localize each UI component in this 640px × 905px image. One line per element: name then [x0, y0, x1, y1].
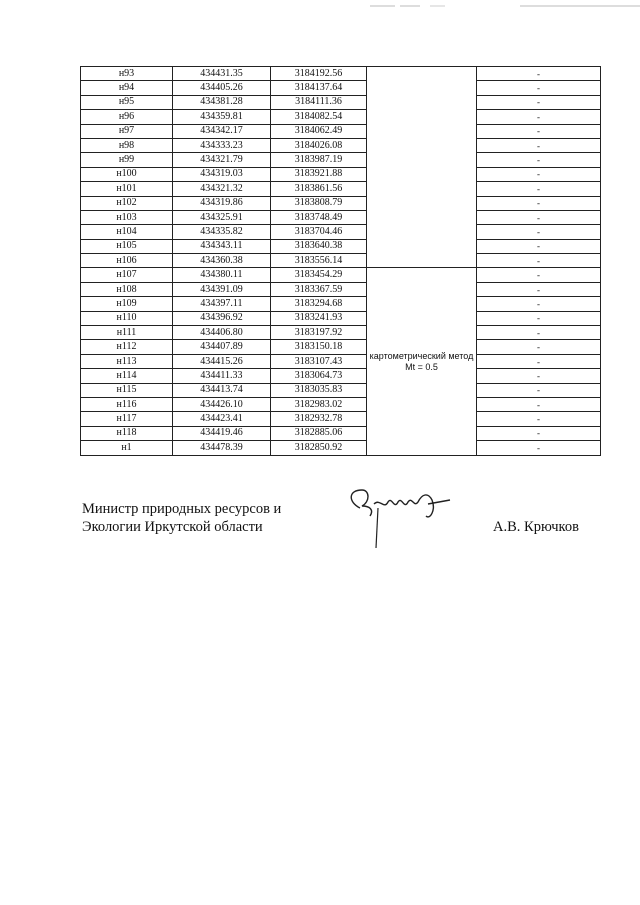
error-cell: -: [477, 124, 601, 138]
error-cell: -: [477, 196, 601, 210]
point-id-cell: н98: [81, 138, 173, 152]
error-cell: -: [477, 67, 601, 81]
x-coordinate-cell: 434335.82: [173, 225, 271, 239]
table-row: [81, 124, 601, 138]
table-row: [81, 340, 601, 354]
y-coordinate-cell: 3183197.92: [271, 326, 367, 340]
point-id-cell: н113: [81, 354, 173, 368]
error-cell: -: [477, 239, 601, 253]
y-coordinate-cell: 3182850.92: [271, 441, 367, 455]
x-coordinate-cell: 434391.09: [173, 282, 271, 296]
point-id-cell: н109: [81, 297, 173, 311]
table-row: [81, 110, 601, 124]
error-cell: -: [477, 369, 601, 383]
scan-header-artifacts: [0, 0, 640, 12]
signer-position-line-1: Министр природных ресурсов и: [82, 501, 282, 517]
x-coordinate-cell: 434478.39: [173, 441, 271, 455]
point-id-cell: н95: [81, 95, 173, 109]
table-row: [81, 254, 601, 268]
y-coordinate-cell: 3183035.83: [271, 383, 367, 397]
y-coordinate-cell: 3183861.56: [271, 182, 367, 196]
y-coordinate-cell: 3183987.19: [271, 153, 367, 167]
point-id-cell: н104: [81, 225, 173, 239]
x-coordinate-cell: 434415.26: [173, 354, 271, 368]
error-cell: -: [477, 167, 601, 181]
table-row: [81, 95, 601, 109]
point-id-cell: н1: [81, 441, 173, 455]
point-id-cell: н111: [81, 326, 173, 340]
x-coordinate-cell: 434319.03: [173, 167, 271, 181]
table-row: [81, 210, 601, 224]
table-row: [81, 326, 601, 340]
x-coordinate-cell: 434360.38: [173, 254, 271, 268]
y-coordinate-cell: 3183556.14: [271, 254, 367, 268]
error-cell: -: [477, 340, 601, 354]
y-coordinate-cell: 3183640.38: [271, 239, 367, 253]
point-id-cell: н117: [81, 412, 173, 426]
error-cell: -: [477, 441, 601, 455]
coordinates-table-body: [81, 67, 601, 456]
y-coordinate-cell: 3184026.08: [271, 138, 367, 152]
table-row: [81, 67, 601, 81]
y-coordinate-cell: 3183808.79: [271, 196, 367, 210]
table-row: [81, 426, 601, 440]
signer-position: [82, 500, 281, 536]
point-id-cell: н96: [81, 110, 173, 124]
error-cell: -: [477, 138, 601, 152]
table-row: [81, 153, 601, 167]
method-cell: картометрический метод Mt = 0.5: [367, 268, 477, 455]
table-row: [81, 239, 601, 253]
error-cell: -: [477, 397, 601, 411]
table-row: [81, 196, 601, 210]
y-coordinate-cell: 3184111.36: [271, 95, 367, 109]
error-cell: -: [477, 268, 601, 282]
table-row: [81, 167, 601, 181]
point-id-cell: н103: [81, 210, 173, 224]
y-coordinate-cell: 3184137.64: [271, 81, 367, 95]
method-cell-upper: [367, 67, 477, 268]
error-cell: -: [477, 311, 601, 325]
point-id-cell: н94: [81, 81, 173, 95]
table-row: [81, 182, 601, 196]
error-cell: -: [477, 383, 601, 397]
table-row: [81, 383, 601, 397]
error-cell: -: [477, 95, 601, 109]
y-coordinate-cell: 3184192.56: [271, 67, 367, 81]
handwritten-signature: [340, 480, 460, 550]
error-cell: -: [477, 354, 601, 368]
y-coordinate-cell: 3183294.68: [271, 297, 367, 311]
point-id-cell: н105: [81, 239, 173, 253]
x-coordinate-cell: 434407.89: [173, 340, 271, 354]
table-row: [81, 297, 601, 311]
point-id-cell: н115: [81, 383, 173, 397]
point-id-cell: н100: [81, 167, 173, 181]
x-coordinate-cell: 434405.26: [173, 81, 271, 95]
x-coordinate-cell: 434380.11: [173, 268, 271, 282]
point-id-cell: н93: [81, 67, 173, 81]
error-cell: -: [477, 426, 601, 440]
table-row: [81, 311, 601, 325]
point-id-cell: н99: [81, 153, 173, 167]
table-row: [81, 282, 601, 296]
y-coordinate-cell: 3182885.06: [271, 426, 367, 440]
x-coordinate-cell: 434397.11: [173, 297, 271, 311]
error-cell: -: [477, 297, 601, 311]
y-coordinate-cell: 3184062.49: [271, 124, 367, 138]
point-id-cell: н101: [81, 182, 173, 196]
error-cell: -: [477, 210, 601, 224]
y-coordinate-cell: 3184082.54: [271, 110, 367, 124]
y-coordinate-cell: 3183107.43: [271, 354, 367, 368]
x-coordinate-cell: 434333.23: [173, 138, 271, 152]
signer-name: А.В. Крючков: [493, 519, 579, 535]
x-coordinate-cell: 434321.79: [173, 153, 271, 167]
y-coordinate-cell: 3183241.93: [271, 311, 367, 325]
x-coordinate-cell: 434321.32: [173, 182, 271, 196]
point-id-cell: н108: [81, 282, 173, 296]
point-id-cell: н116: [81, 397, 173, 411]
error-cell: -: [477, 110, 601, 124]
table-row: [81, 441, 601, 455]
y-coordinate-cell: 3183064.73: [271, 369, 367, 383]
point-id-cell: н118: [81, 426, 173, 440]
x-coordinate-cell: 434359.81: [173, 110, 271, 124]
x-coordinate-cell: 434413.74: [173, 383, 271, 397]
x-coordinate-cell: 434406.80: [173, 326, 271, 340]
x-coordinate-cell: 434381.28: [173, 95, 271, 109]
error-cell: -: [477, 282, 601, 296]
y-coordinate-cell: 3183921.88: [271, 167, 367, 181]
table-row: [81, 81, 601, 95]
point-id-cell: н106: [81, 254, 173, 268]
error-cell: -: [477, 182, 601, 196]
point-id-cell: н110: [81, 311, 173, 325]
y-coordinate-cell: 3183748.49: [271, 210, 367, 224]
y-coordinate-cell: 3183150.18: [271, 340, 367, 354]
x-coordinate-cell: 434423.41: [173, 412, 271, 426]
x-coordinate-cell: 434419.46: [173, 426, 271, 440]
point-id-cell: н102: [81, 196, 173, 210]
y-coordinate-cell: 3183454.29: [271, 268, 367, 282]
point-id-cell: н107: [81, 268, 173, 282]
y-coordinate-cell: 3183367.59: [271, 282, 367, 296]
signer-position-line-2: Экологии Иркутской области: [82, 519, 263, 535]
y-coordinate-cell: 3182983.02: [271, 397, 367, 411]
error-cell: -: [477, 81, 601, 95]
y-coordinate-cell: 3182932.78: [271, 412, 367, 426]
error-cell: -: [477, 412, 601, 426]
table-row: [81, 138, 601, 152]
table-row: [81, 268, 601, 282]
table-row: [81, 369, 601, 383]
point-id-cell: н97: [81, 124, 173, 138]
table-row: [81, 354, 601, 368]
x-coordinate-cell: 434325.91: [173, 210, 271, 224]
point-id-cell: н114: [81, 369, 173, 383]
table-row: [81, 225, 601, 239]
x-coordinate-cell: 434319.86: [173, 196, 271, 210]
y-coordinate-cell: 3183704.46: [271, 225, 367, 239]
table-row: [81, 412, 601, 426]
x-coordinate-cell: 434431.35: [173, 67, 271, 81]
coordinates-table: [80, 66, 601, 456]
table-row: [81, 397, 601, 411]
x-coordinate-cell: 434396.92: [173, 311, 271, 325]
x-coordinate-cell: 434411.33: [173, 369, 271, 383]
error-cell: -: [477, 326, 601, 340]
point-id-cell: н112: [81, 340, 173, 354]
x-coordinate-cell: 434343.11: [173, 239, 271, 253]
x-coordinate-cell: 434342.17: [173, 124, 271, 138]
x-coordinate-cell: 434426.10: [173, 397, 271, 411]
error-cell: -: [477, 254, 601, 268]
error-cell: -: [477, 225, 601, 239]
error-cell: -: [477, 153, 601, 167]
